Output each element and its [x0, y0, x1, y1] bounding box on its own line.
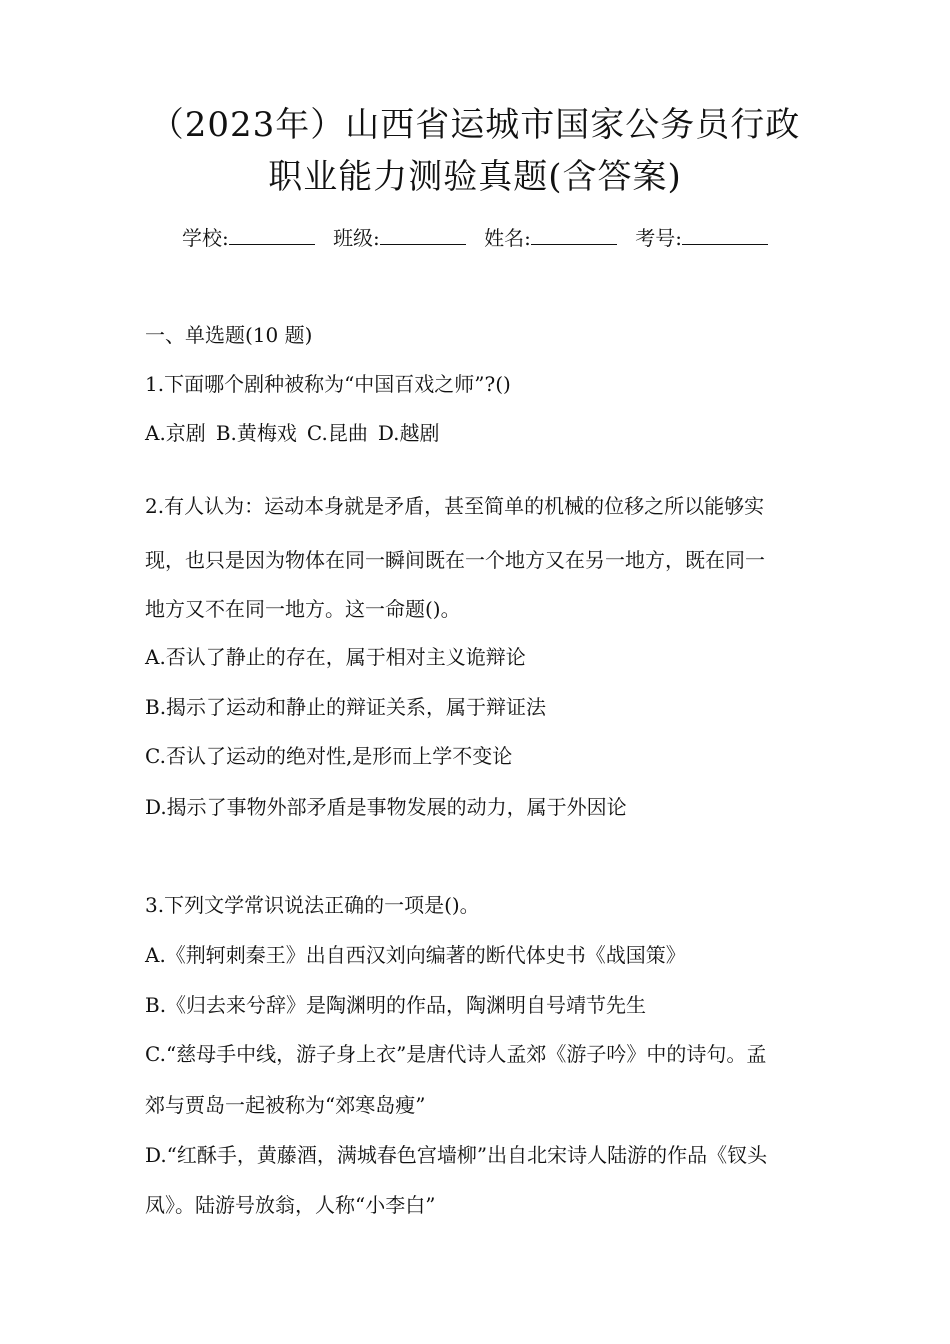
q1-option-d: D.越剧 [377, 421, 440, 445]
q2-stem-line-2: 现，也只是因为物体在同一瞬间既在一个地方又在另一地方，既在同一 [145, 548, 765, 572]
q1-option-c: C.昆曲 [306, 421, 368, 445]
q3-option-c-line-1: C.“慈母手中线，游子身上衣”是唐代诗人孟郊《游子吟》中的诗句。孟 [145, 1042, 767, 1066]
q2-option-a: A.否认了静止的存在，属于相对主义诡辩论 [145, 645, 526, 669]
q3-option-c-line-2: 郊与贾岛一起被称为“郊寒岛瘦” [145, 1093, 426, 1117]
q1-options [145, 418, 815, 448]
q2-stem-line-1: 2.有人认为：运动本身就是矛盾，甚至简单的机械的位移之所以能够实 [145, 494, 765, 518]
exam-no-field [635, 226, 768, 250]
q1-stem: 1.下面哪个剧种被称为“中国百戏之师”?() [145, 372, 511, 396]
document-title-line-2: 职业能力测验真题(含答案) [268, 157, 682, 197]
section-heading: 一、单选题(10 题) [145, 323, 313, 347]
q1-option-b: B.黄梅戏 [215, 421, 297, 445]
name-field [484, 226, 623, 250]
q3-option-d-line-2: 凤》。陆游号放翁，人称“小李白” [145, 1193, 436, 1217]
school-label: 学校: [181, 226, 229, 250]
school-field [182, 226, 321, 250]
q2-option-c: C.否认了运动的绝对性,是形而上学不变论 [145, 744, 513, 768]
q3-option-b: B.《归去来兮辞》是陶渊明的作品，陶渊明自号靖节先生 [145, 993, 647, 1017]
q2-option-d: D.揭示了事物外部矛盾是事物发展的动力，属于外因论 [145, 795, 627, 819]
q3-option-d-line-1: D.“红酥手，黄藤酒，满城春色宫墙柳”出自北宋诗人陆游的作品《钗头 [145, 1143, 768, 1167]
q3-option-a: A.《荆轲刺秦王》出自西汉刘向编著的断代体史书《战国策》 [145, 943, 686, 967]
school-blank [229, 224, 315, 245]
class-blank [380, 224, 466, 245]
exam-no-blank [682, 224, 768, 245]
q3-stem: 3.下列文学常识说法正确的一项是()。 [145, 893, 480, 917]
exam-no-label: 考号: [635, 226, 683, 250]
name-blank [531, 224, 617, 245]
student-info-row [0, 224, 950, 252]
q1-option-a: A.京剧 [145, 421, 206, 445]
q2-option-b: B.揭示了运动和静止的辩证关系，属于辩证法 [145, 695, 547, 719]
class-field [333, 226, 472, 250]
class-label: 班级: [333, 226, 380, 250]
document-title-line-1: （2023年）山西省运城市国家公务员行政 [149, 105, 801, 145]
q2-stem-line-3: 地方又不在同一地方。这一命题()。 [145, 597, 461, 621]
name-label: 姓名: [484, 226, 531, 250]
